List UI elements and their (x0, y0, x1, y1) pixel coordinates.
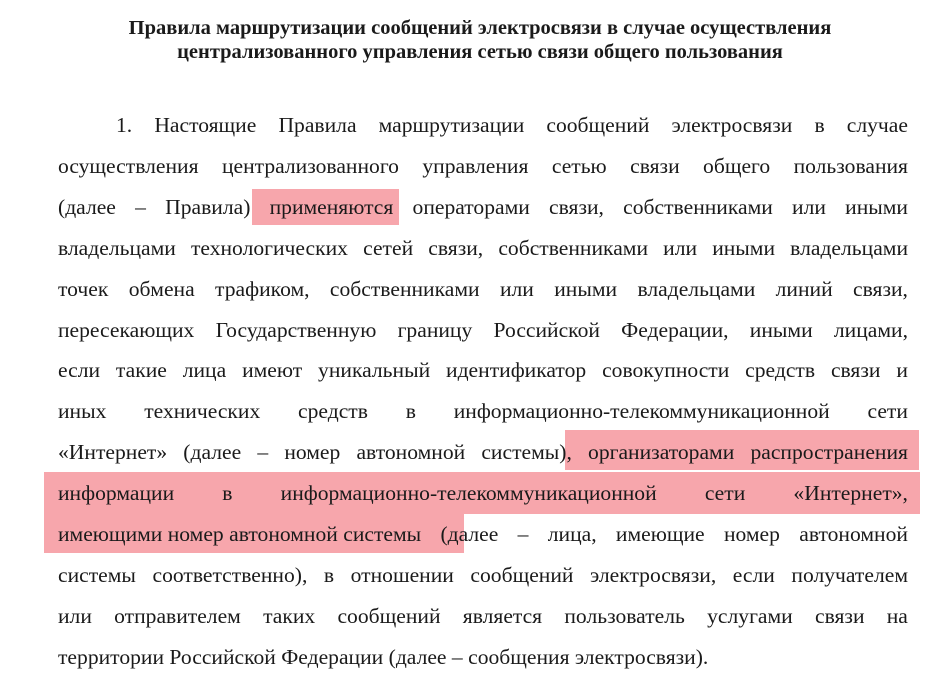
word: централизованного (221, 153, 399, 178)
word: собственниками (623, 194, 773, 219)
paragraph-line (58, 269, 908, 309)
word: связи, (428, 235, 484, 260)
word: осуществления (58, 153, 199, 178)
word: сети (704, 481, 746, 506)
word: информационно-телекоммуникационной (453, 399, 830, 424)
word: в (405, 399, 416, 424)
word: границу (397, 317, 473, 342)
word: линий (775, 276, 833, 301)
word: сетью (551, 153, 607, 178)
word: или (499, 276, 534, 301)
word: номер (284, 440, 341, 465)
word: автономной (356, 440, 466, 465)
word: если (58, 358, 101, 383)
word: (далее (183, 440, 242, 465)
word: случае (846, 113, 908, 137)
word: владельцами (58, 235, 176, 260)
word: системы (58, 562, 136, 587)
word: Государственную (215, 317, 377, 342)
word: Российской (493, 317, 600, 342)
word: или (792, 194, 826, 219)
word: собственниками (329, 276, 480, 301)
word: лица, (547, 522, 597, 546)
word: связи (814, 603, 865, 628)
word: – (135, 194, 146, 219)
word: распространения (750, 440, 908, 465)
paragraph-line (58, 187, 908, 227)
word: информационно-телекоммуникационной (280, 481, 657, 506)
word: соответственно), (152, 562, 308, 587)
word: в (222, 481, 233, 506)
word: «Интернет», (793, 481, 908, 506)
word: применяются (269, 194, 394, 219)
word: связи (630, 153, 680, 178)
word: иными (749, 317, 813, 342)
word: в (814, 113, 825, 137)
word: управления (422, 153, 529, 178)
word: иными (712, 235, 776, 260)
word: средств (745, 358, 816, 383)
word: услугами (707, 603, 793, 628)
word: системы), (481, 440, 572, 465)
word: Правила (278, 113, 357, 137)
word: совокупности (602, 358, 730, 383)
word: организаторами (588, 440, 735, 465)
paragraph-line (58, 391, 908, 431)
paragraph-line (58, 514, 908, 554)
word: электросвязи (671, 113, 793, 137)
word: трафиком, (215, 276, 310, 301)
word: или (58, 603, 92, 628)
word: сообщений (337, 603, 441, 628)
word: лица (182, 358, 227, 383)
word: в (323, 562, 335, 587)
title-line-1: Правила маршрутизации сообщений электросвязи в случае осуществления (128, 17, 832, 39)
word: Федерации, (621, 317, 729, 342)
word: сообщений (546, 113, 650, 137)
document-title (40, 16, 920, 64)
word: отправителем (114, 603, 241, 628)
word: сообщений (470, 562, 574, 587)
word: на (886, 603, 908, 628)
word: получателем (791, 562, 908, 587)
word: иными (845, 194, 908, 219)
word: лицами, (833, 317, 908, 342)
word: таких (263, 603, 316, 628)
word: имеющими номер автономной системы (58, 522, 422, 546)
word: операторами (412, 194, 530, 219)
word: владельцами (790, 235, 908, 260)
word: информации (58, 481, 175, 506)
word: обмена (128, 276, 195, 301)
word: – (257, 440, 269, 465)
word: (далее (58, 194, 116, 219)
word: (далее (440, 522, 499, 546)
word: пользователь (564, 603, 685, 628)
word: технических (144, 399, 261, 424)
word: имеют (242, 358, 303, 383)
paragraph-line (58, 350, 908, 390)
word: «Интернет» (58, 440, 168, 465)
title-line-2: централизованного управления сетью связи общего пользования (177, 41, 783, 63)
word: – (517, 522, 529, 546)
word: является (462, 603, 543, 628)
word: маршрутизации (378, 113, 525, 137)
word: связи, (853, 276, 908, 301)
paragraph-line (58, 228, 908, 268)
word: связи (830, 358, 881, 383)
word: технологических (190, 235, 348, 260)
paragraph-line (58, 555, 908, 595)
word: уникальный (318, 358, 431, 383)
word: и (896, 358, 908, 383)
word: электросвязи, (590, 562, 717, 587)
paragraph-line (116, 105, 908, 145)
word: средств (298, 399, 368, 424)
word: пользования (793, 153, 908, 178)
word: пересекающих (58, 317, 195, 342)
paragraph-line (58, 473, 908, 513)
word: такие (115, 358, 167, 383)
word: отношении (350, 562, 454, 587)
word: сети (867, 399, 908, 424)
word: сетей (363, 235, 414, 260)
word: или (663, 235, 698, 260)
word: общего (703, 153, 771, 178)
paragraph-line (58, 146, 908, 186)
word: территории Российской Федерации (далее – сообщения электросвязи). (58, 644, 709, 669)
word: если (732, 562, 775, 587)
word: точек (58, 276, 109, 301)
paragraph-line (58, 310, 908, 350)
word: имеющие (615, 522, 705, 546)
word: Настоящие (154, 113, 257, 137)
word: 1. (116, 113, 133, 137)
word: владельцами (637, 276, 756, 301)
word: собственниками (498, 235, 649, 260)
paragraph-line (58, 637, 908, 677)
paragraph-line (58, 596, 908, 636)
word: иных (58, 399, 107, 424)
word: связи, (549, 194, 604, 219)
word: номер (723, 522, 780, 546)
word: идентификатор (446, 358, 587, 383)
paragraph-line (58, 432, 908, 472)
word: иными (554, 276, 618, 301)
word: Правила) (165, 194, 251, 219)
word: автономной (799, 522, 908, 546)
